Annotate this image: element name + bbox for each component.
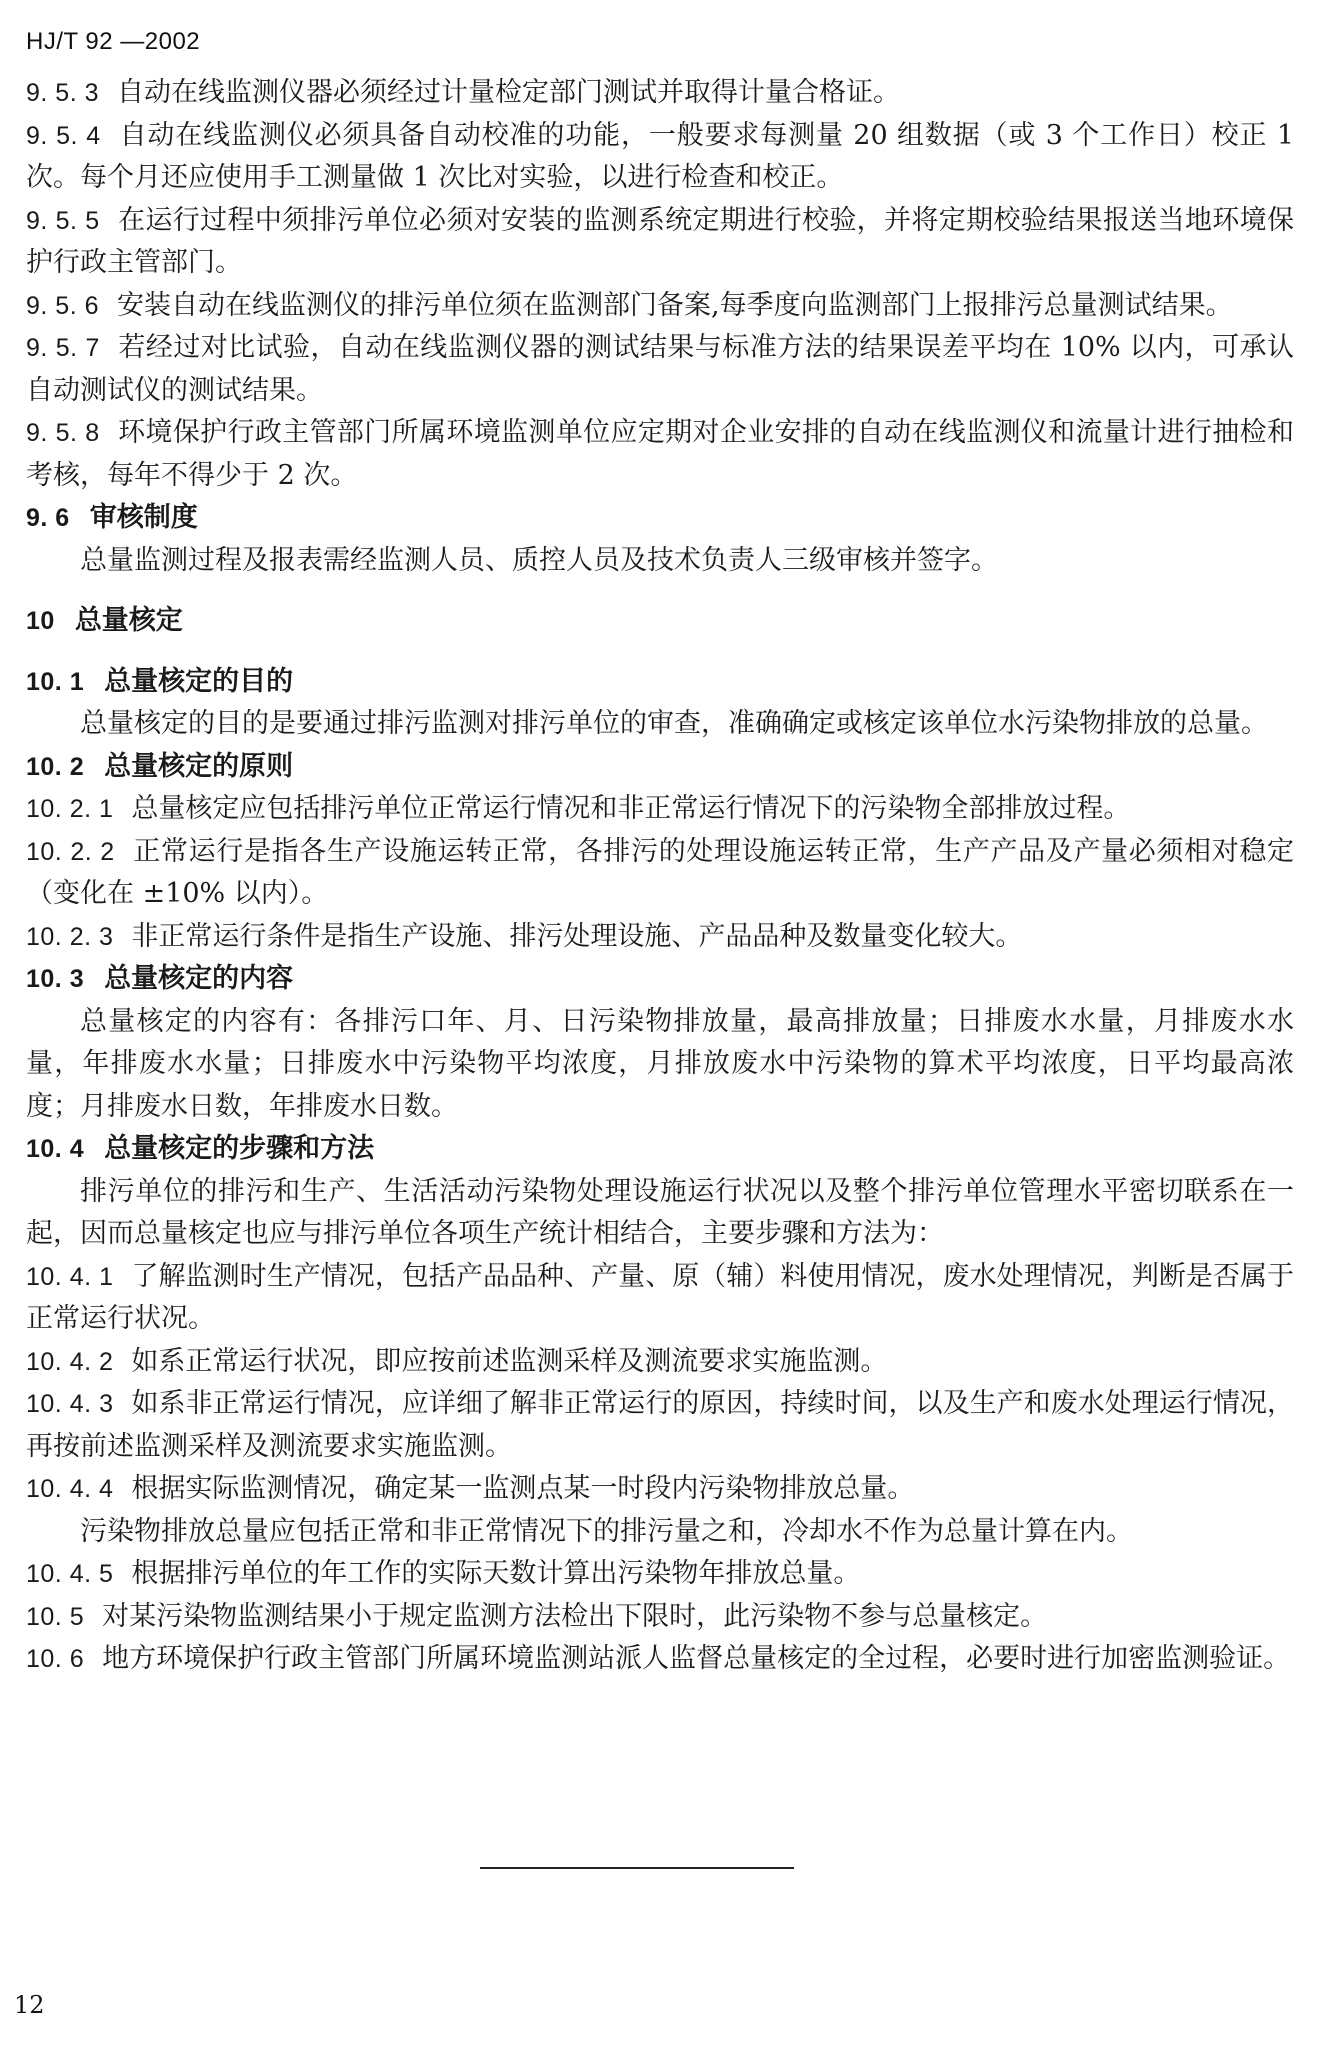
standard-code-header: HJ/T 92 —2002 — [26, 28, 201, 55]
clause-paragraph — [26, 285, 1294, 328]
clause-number: 9. 5. 5 — [26, 206, 100, 235]
clause-text: 对某污染物监测结果小于规定监测方法检出下限时，此污染物不参与总量核定。 — [102, 1600, 1048, 1632]
clause-text: 环境保护行政主管部门所属环境监测单位应定期对企业安排的自动在线监测仪和流量计进行抽检和考核，每年不得少于 2 次。 — [26, 417, 1295, 491]
clause-text: 总量监测过程及报表需经监测人员、质控人员及技术负责人三级审核并签字。 — [80, 544, 998, 576]
clause-paragraph — [26, 788, 1294, 831]
body-paragraph — [26, 540, 1294, 583]
clause-text: 总量核定的步骤和方法 — [104, 1133, 375, 1164]
clause-number: 10. 4. 3 — [26, 1390, 114, 1418]
clause-number: 10. 2 — [26, 752, 85, 781]
clause-number: 9. 6 — [26, 504, 70, 532]
clause-number: 10. 4. 5 — [26, 1560, 114, 1588]
clause-text: 自动在线监测仪必须具备自动校准的功能，一般要求每测量 20 组数据（或 3 个工作日）校正 1 次。每个月还应使用手工测量做 1 次比对实验，以进行检查和校正。 — [26, 119, 1295, 193]
section-heading — [26, 497, 1294, 540]
clause-number: 10. 4. 1 — [26, 1262, 114, 1291]
clause-text: 在运行过程中须排污单位必须对安装的监测系统定期进行校验，并将定期校验结果报送当地环境保护行政主管部门。 — [26, 204, 1295, 278]
clause-text: 如系正常运行状况，即应按前述监测采样及测流要求实施监测。 — [131, 1345, 888, 1377]
clause-paragraph — [26, 831, 1294, 916]
clause-number: 10. 3 — [26, 965, 85, 993]
clause-number: 9. 5. 4 — [26, 121, 101, 150]
body-paragraph — [26, 1171, 1294, 1256]
clause-text: 排污单位的排污和生产、生活活动污染物处理设施运行状况以及整个排污单位管理水平密切联系在一起，因而总量核定也应与排污单位各项生产统计相结合，主要步骤和方法为： — [26, 1175, 1294, 1249]
clause-paragraph — [26, 1553, 1294, 1596]
clause-number: 9. 5. 8 — [26, 419, 100, 447]
clause-number: 10. 6 — [26, 1645, 85, 1673]
clause-text: 污染物排放总量应包括正常和非正常情况下的排污量之和，冷却水不作为总量计算在内。 — [80, 1515, 1133, 1547]
clause-text: 总量核定 — [74, 605, 183, 636]
clause-text: 总量核定的内容有：各排污口年、月、日污染物排放量，最高排放量；日排废水水量，月排废水水量，年排废水水量；日排废水中污染物平均浓度，月排放废水中污染物的算术平均浓度，日平均最高浓度；月排废水日数，年排废水日数。 — [26, 1005, 1294, 1122]
clause-paragraph — [26, 1596, 1294, 1639]
clause-paragraph — [26, 1468, 1294, 1511]
chapter-heading — [26, 600, 1294, 643]
clause-text: 总量核定的目的是要通过排污监测对排污单位的审查，准确确定或核定该单位水污染物排放的总量。 — [80, 708, 1268, 739]
clause-paragraph — [26, 1341, 1294, 1384]
clause-paragraph — [26, 1383, 1294, 1468]
document-body — [26, 72, 1294, 1681]
clause-paragraph — [26, 412, 1294, 497]
clause-paragraph — [26, 200, 1294, 285]
clause-text: 根据排污单位的年工作的实际天数计算出污染物年排放总量。 — [131, 1558, 861, 1589]
clause-number: 10. 4 — [26, 1135, 85, 1163]
clause-text: 总量核定的目的 — [104, 665, 294, 697]
clause-text: 审核制度 — [89, 502, 198, 533]
clause-paragraph — [26, 916, 1294, 959]
clause-text: 正常运行是指各生产设施运转正常，各排污的处理设施运转正常，生产产品及产量必须相对稳定（变化在 ±10% 以内）。 — [26, 835, 1294, 909]
clause-number: 10. 2. 2 — [26, 837, 115, 866]
clause-number: 10 — [26, 607, 55, 635]
clause-paragraph — [26, 1256, 1294, 1341]
end-rule — [480, 1867, 794, 1869]
clause-paragraph — [26, 115, 1294, 200]
clause-text: 若经过对比试验，自动在线监测仪器的测试结果与标准方法的结果误差平均在 10% 以内，可承认自动测试仪的测试结果。 — [26, 332, 1294, 406]
clause-text: 总量核定的原则 — [104, 750, 294, 782]
clause-text: 地方环境保护行政主管部门所属环境监测站派人监督总量核定的全过程，必要时进行加密监测验证。 — [102, 1643, 1291, 1674]
clause-text: 根据实际监测情况，确定某一监测点某一时段内污染物排放总量。 — [131, 1473, 915, 1504]
clause-number: 10. 5 — [26, 1602, 85, 1631]
section-heading — [26, 958, 1294, 1001]
clause-paragraph — [26, 72, 1294, 115]
body-paragraph — [26, 703, 1294, 746]
clause-number: 10. 2. 3 — [26, 922, 114, 951]
clause-text: 了解监测时生产情况，包括产品品种、产量、原（辅）料使用情况，废水处理情况，判断是否属于正常运行状况。 — [26, 1260, 1295, 1334]
clause-text: 如系非正常运行情况，应详细了解非正常运行的原因，持续时间，以及生产和废水处理运行情况，再按前述监测采样及测流要求实施监测。 — [26, 1388, 1295, 1462]
clause-number: 10. 2. 1 — [26, 795, 114, 823]
clause-number: 10. 1 — [26, 667, 85, 696]
clause-number: 9. 5. 7 — [26, 334, 100, 362]
page-number: 12 — [14, 1991, 45, 2019]
clause-number: 9. 5. 6 — [26, 291, 99, 320]
section-heading — [26, 661, 1294, 704]
clause-paragraph — [26, 1638, 1294, 1681]
document-page — [26, 24, 1294, 2034]
section-heading — [26, 1128, 1294, 1171]
body-paragraph — [26, 1511, 1294, 1554]
clause-paragraph — [26, 327, 1294, 412]
clause-text: 总量核定应包括排污单位正常运行情况和非正常运行情况下的污染物全部排放过程。 — [131, 793, 1131, 824]
clause-number: 10. 4. 4 — [26, 1475, 114, 1503]
clause-number: 10. 4. 2 — [26, 1347, 114, 1376]
section-heading — [26, 746, 1294, 789]
clause-number: 9. 5. 3 — [26, 79, 99, 107]
body-paragraph — [26, 1001, 1294, 1129]
clause-text: 安装自动在线监测仪的排污单位须在监测部门备案,每季度向监测部门上报排污总量测试结果。 — [117, 289, 1233, 321]
clause-text: 总量核定的内容 — [104, 963, 294, 994]
clause-text: 非正常运行条件是指生产设施、排污处理设施、产品品种及数量变化较大。 — [131, 920, 1023, 952]
clause-text: 自动在线监测仪器必须经过计量检定部门测试并取得计量合格证。 — [117, 77, 900, 108]
